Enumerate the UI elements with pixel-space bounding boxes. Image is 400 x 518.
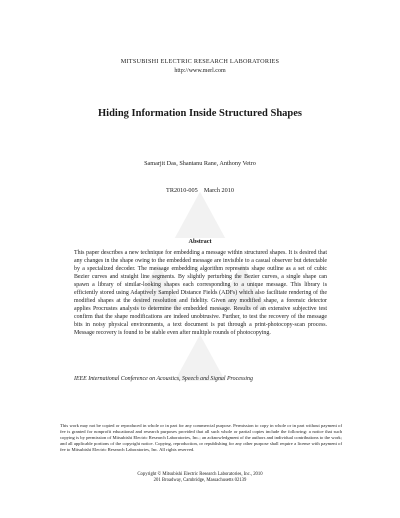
address-line: 201 Broadway, Cambridge, Massachusetts 02139 — [153, 478, 247, 483]
copyright-notice: This work may not be copied or reproduced in whole or in part for any commercial purpose. Permission to copy in whole or in part without payment of fee is granted for nonprofit educational and research purposes provided that all such whole or partial copies include the following: a notice that such copying is by permission of Mitsubishi Electric Research Laboratories, Inc.; an acknowledgment of the authors and individual contributions to the work; and all applicable portions of the copyright notice. Copying, reproduction, or republishing for any other purpose shall require a license with payment of fee to Mitsubishi Electric Research Laboratories, Inc. All rights reserved. — [60, 423, 342, 452]
abstract-body: This paper describes a new technique for embedding a message within structured shapes. It is desired that any changes in the shape owing to the embedded message are invisible to a casual observer but detectable by a specialized decoder. The message embedding algorithm represents shape outline as a set of cubic Bezier curves and straight line segments. By slightly perturbing the Bezier curves, a single shape can spawn a library of similar-looking shapes each corresponding to a unique message. This library is efficiently stored using Adaptively Sampled Distance Fields (ADFs) which also facilitate rendering of the modified shapes at the desired resolution and fidelity. Given any modified shape, a forensic detector applies Procrustes analysis to determine the embedded message. Results of an extensive subjective test confirm that the shape modifications are indeed unobtrusive. Further, to test the recovery of the message bits in noisy physical environments, a text document is put through a print-photocopy-scan process. Message recovery is found to be stable even after multiple rounds of photocopying. — [74, 250, 327, 336]
lab-url: http://www.merl.com — [174, 68, 226, 74]
conference-venue: IEEE International Conference on Acoustics, Speech and Signal Processing — [74, 376, 253, 382]
abstract-heading: Abstract — [188, 238, 212, 245]
lab-name: MITSUBISHI ELECTRIC RESEARCH LABORATORIES — [120, 58, 280, 65]
author-list: Samarjit Das, Shantanu Rane, Anthony Vetro — [144, 160, 256, 167]
report-number: TR2010-005 March 2010 — [166, 187, 234, 194]
copyright-line: Copyright © Mitsubishi Electric Research Laboratories, Inc., 2010 — [137, 472, 263, 477]
paper-title: Hiding Information Inside Structured Shapes — [97, 108, 302, 119]
